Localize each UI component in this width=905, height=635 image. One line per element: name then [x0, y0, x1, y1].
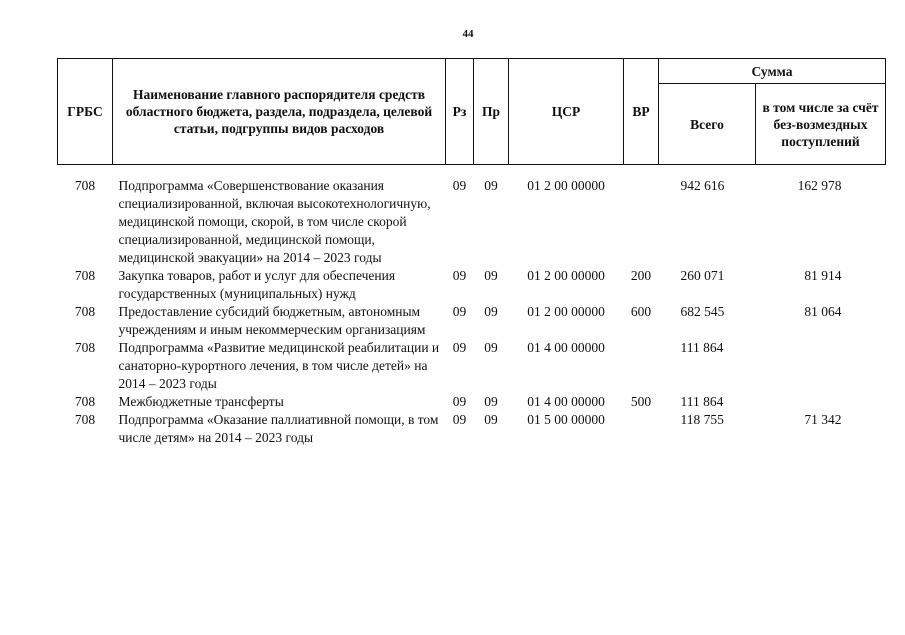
cell-vr: [624, 339, 659, 393]
cell-total: 682 545: [680, 304, 725, 319]
table-row: [58, 177, 886, 267]
cell-grbs: 708: [74, 304, 96, 319]
table-row: [58, 303, 886, 339]
cell-pr: 09: [484, 394, 498, 409]
budget-table: [57, 58, 886, 447]
cell-csr: 01 2 00 00000: [527, 178, 605, 193]
cell-rz: 09: [452, 268, 467, 283]
cell-free: 81 914: [804, 268, 842, 283]
cell-name: Закупка товаров, работ и услуг для обеспечения государственных (муниципальных) нужд: [118, 268, 396, 301]
cell-grbs: 708: [74, 268, 96, 283]
cell-grbs: 708: [74, 394, 96, 409]
table-row: [58, 339, 886, 393]
cell-vr: 200: [630, 268, 652, 283]
header-name: Наименование главного распорядителя средств областного бюджета, раздела, подраздела, целевой статьи, подгруппы видов расходов: [113, 59, 446, 165]
table-row: [58, 267, 886, 303]
header-pr: Пр: [474, 59, 509, 165]
cell-total: 942 616: [680, 178, 725, 193]
cell-pr: 09: [484, 412, 498, 427]
cell-csr: 01 4 00 00000: [527, 340, 605, 355]
cell-vr: [624, 177, 659, 267]
cell-free: 81 064: [804, 304, 842, 319]
table-row: [58, 393, 886, 411]
cell-free: 162 978: [797, 178, 842, 193]
cell-pr: 09: [484, 178, 498, 193]
cell-pr: 09: [484, 340, 498, 355]
cell-name: Подпрограмма «Развитие медицинской реабилитации и санаторно-курортного лечения, в том числе детей» на 2014 – 2023 годы: [118, 340, 440, 391]
cell-grbs: 708: [74, 412, 96, 427]
header-csr: ЦСР: [509, 59, 624, 165]
header-grbs: ГРБС: [58, 59, 113, 165]
cell-total: 260 071: [680, 268, 725, 283]
cell-vr: 600: [630, 304, 652, 319]
cell-pr: 09: [484, 304, 498, 319]
cell-rz: 09: [452, 394, 467, 409]
cell-free: [756, 339, 886, 393]
cell-free: [756, 393, 886, 411]
cell-rz: 09: [452, 178, 467, 193]
cell-name: Подпрограмма «Оказание паллиативной помощи, в том числе детям» на 2014 – 2023 годы: [118, 412, 439, 445]
cell-grbs: 708: [74, 178, 96, 193]
cell-csr: 01 5 00 00000: [527, 412, 605, 427]
cell-csr: 01 2 00 00000: [527, 268, 605, 283]
cell-rz: 09: [452, 412, 467, 427]
cell-name: Подпрограмма «Совершенствование оказания специализированной, включая высокотехнологичную, медицинской помощи, скорой, в том числе скорой специализированной, медицинской помощи, медицинской эвакуации» на 2014 – 2023 годы: [118, 178, 431, 265]
table-header: [58, 59, 886, 165]
cell-free: 71 342: [804, 412, 842, 427]
header-total: Всего: [659, 84, 756, 165]
cell-grbs: 708: [74, 340, 96, 355]
cell-total: 111 864: [680, 340, 724, 355]
cell-total: 111 864: [680, 394, 724, 409]
cell-name: Межбюджетные трансферты: [118, 394, 284, 409]
cell-vr: [624, 411, 659, 447]
cell-name: Предоставление субсидий бюджетным, автономным учреждениям и иным некоммерческим организациям: [118, 304, 426, 337]
header-sum: Сумма: [659, 59, 886, 84]
cell-pr: 09: [484, 268, 498, 283]
cell-vr: 500: [630, 394, 652, 409]
page-number: 44: [462, 28, 474, 40]
cell-csr: 01 4 00 00000: [527, 394, 605, 409]
cell-total: 118 755: [680, 412, 724, 427]
table-body: [58, 165, 886, 448]
cell-rz: 09: [452, 340, 467, 355]
table-row: [58, 411, 886, 447]
header-rz: Рз: [446, 59, 474, 165]
cell-rz: 09: [452, 304, 467, 319]
header-free: в том числе за счёт без-возмездных поступлений: [756, 84, 886, 165]
cell-csr: 01 2 00 00000: [527, 304, 605, 319]
header-vr: ВР: [624, 59, 659, 165]
